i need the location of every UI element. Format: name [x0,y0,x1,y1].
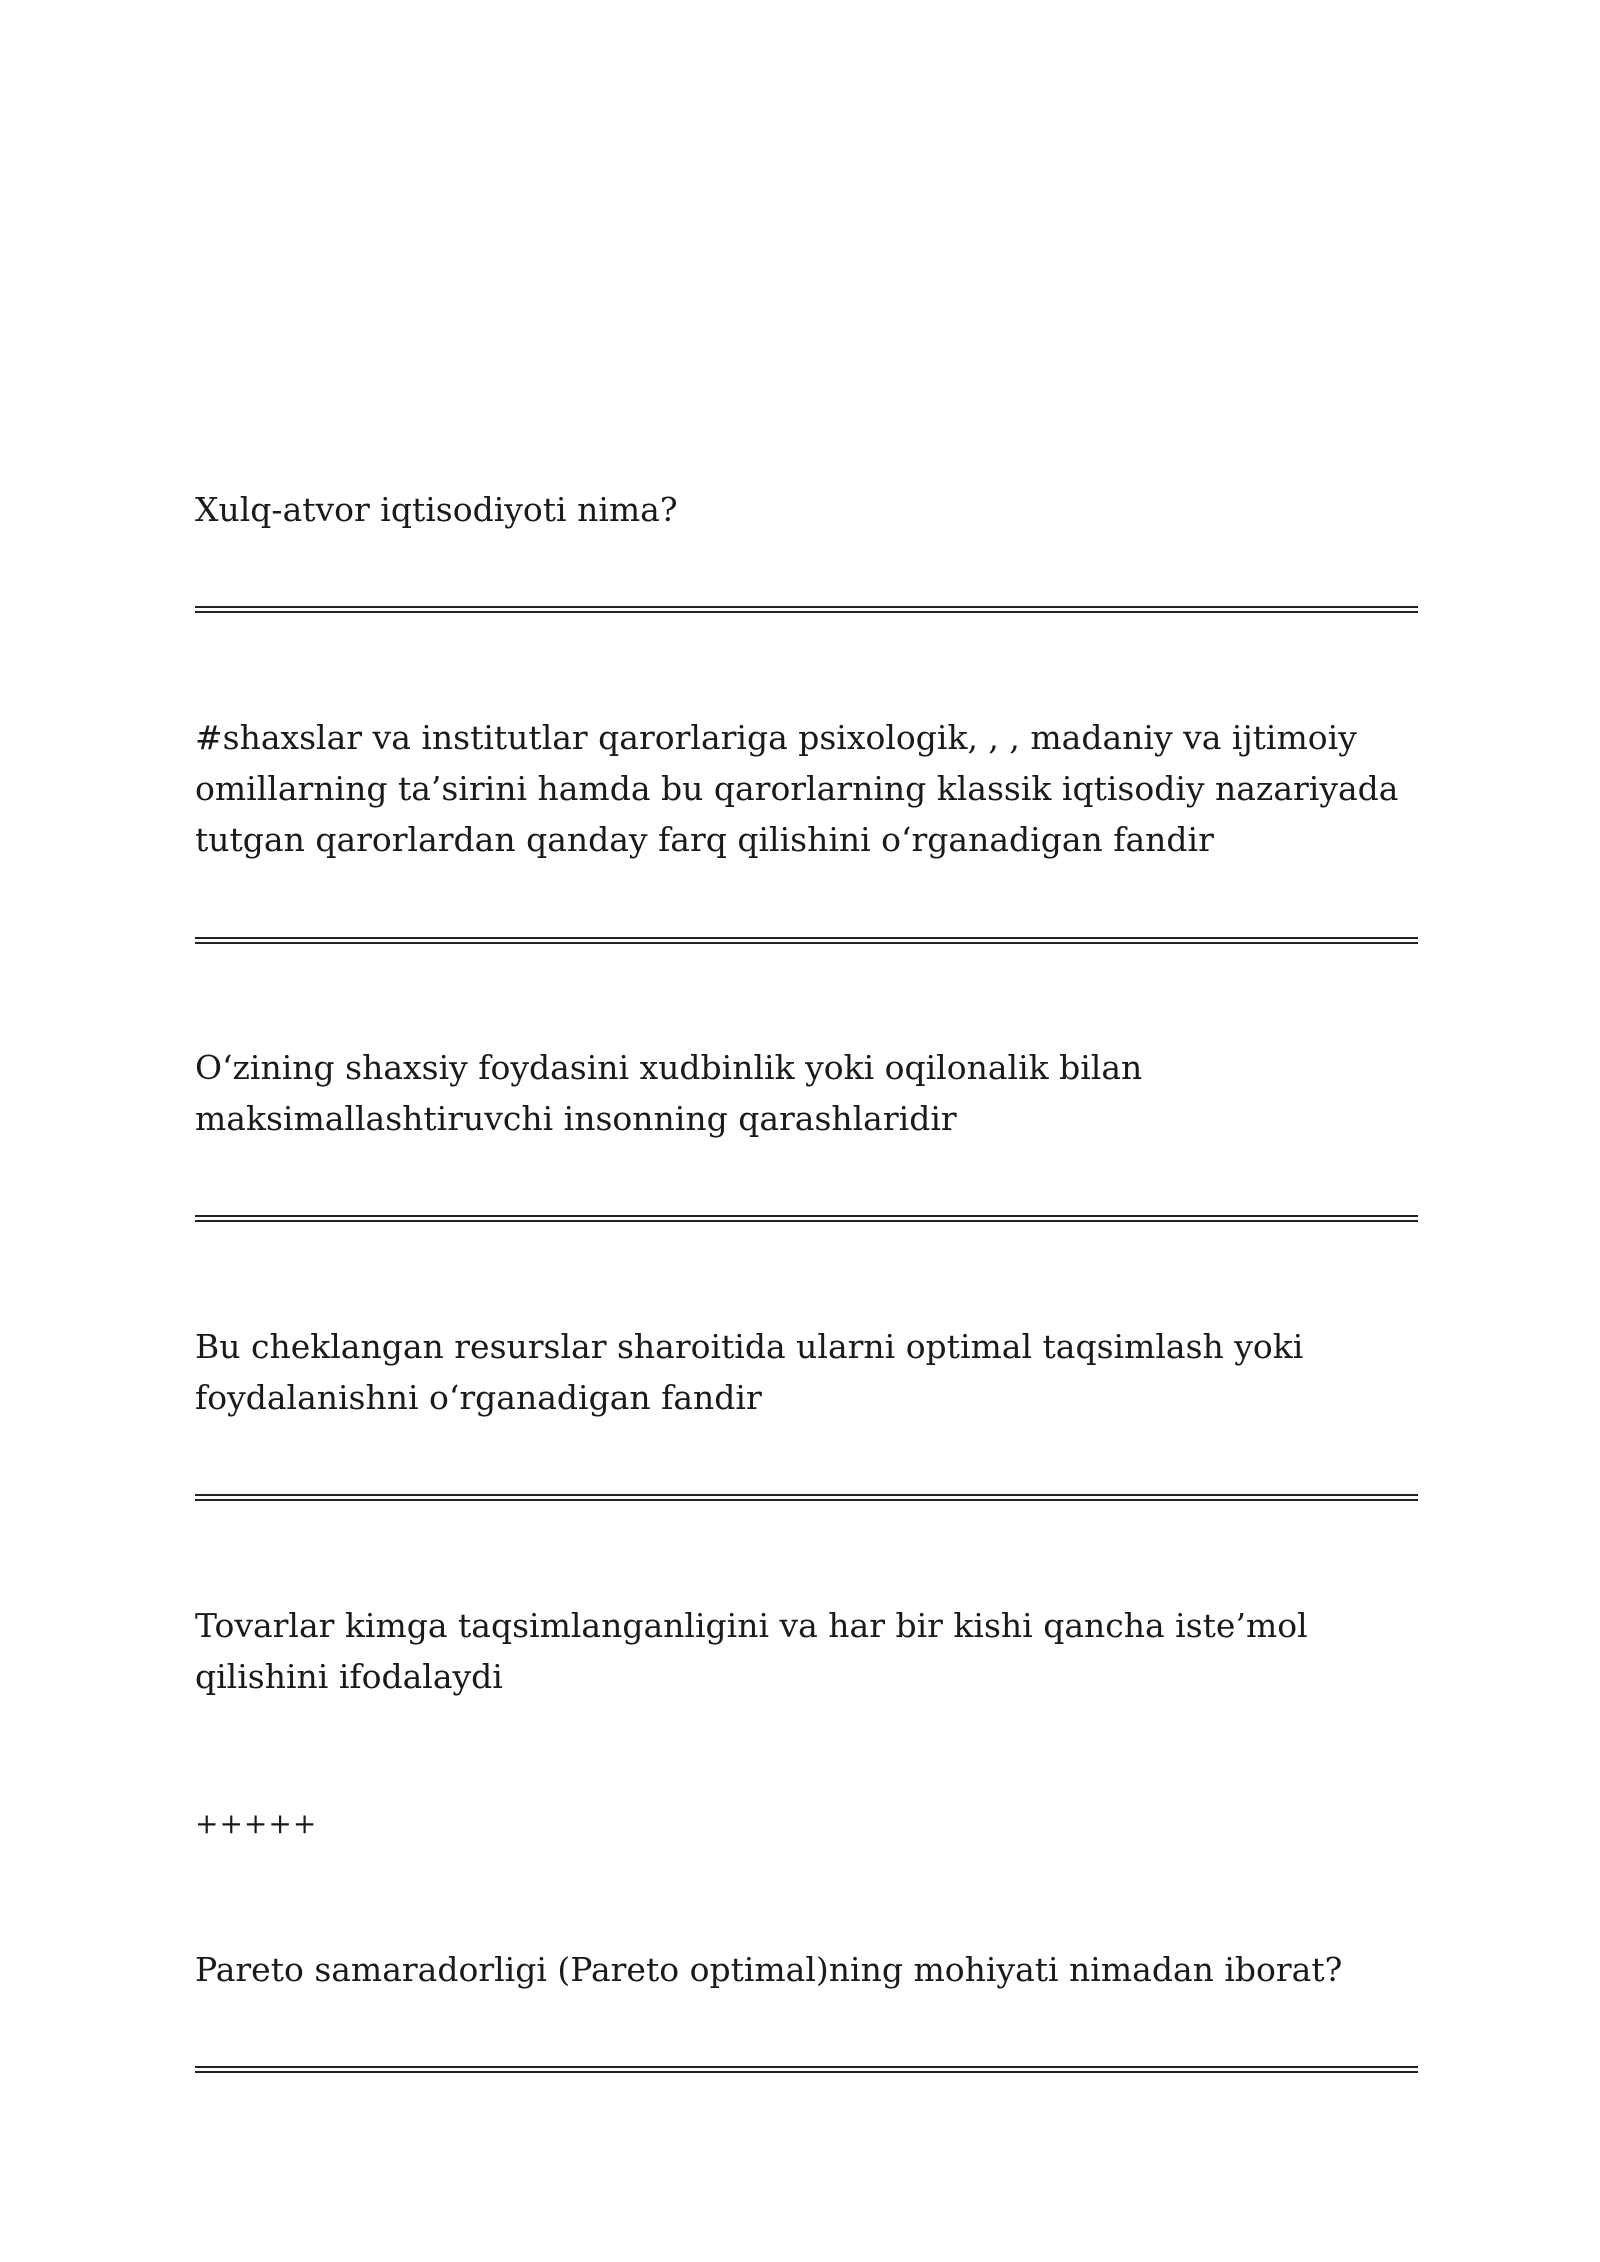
double-rule-separator [195,1494,1418,1501]
double-rule-separator [195,937,1418,944]
answer-option-text: #shaxslar va institutlar qarorlariga psixologik, , , madaniy va ijtimoiy omillarning ta’sirini hamda bu qarorlarning klassik iqtisodiy nazariyada tutgan qarorlardan qanday farq qilishini o‘rganadigan fandir [195,718,1399,859]
answer-option-text: O‘zining shaxsiy foydasini xudbinlik yoki oqilonalik bilan maksimallashtiruvchi insonning qarashlaridir [195,1048,1143,1138]
answer-option-text: Tovarlar kimga taqsimlanganligini va har bir kishi qancha iste’mol qilishini ifodalaydi [195,1606,1308,1696]
answer-option-text: Bu cheklangan resurslar sharoitida ularni optimal taqsimlash yoki foydalanishni o‘rganadigan fandir [195,1327,1304,1417]
correct-answer-marker: +++++ [195,1807,318,1840]
double-rule-separator [195,1215,1418,1222]
question-text: Xulq-atvor iqtisodiyoti nima? [195,490,678,529]
question-text: Pareto samaradorligi (Pareto optimal)ning mohiyati nimadan iborat? [195,1950,1343,1989]
double-rule-separator [195,2066,1418,2073]
double-rule-separator [195,606,1418,613]
